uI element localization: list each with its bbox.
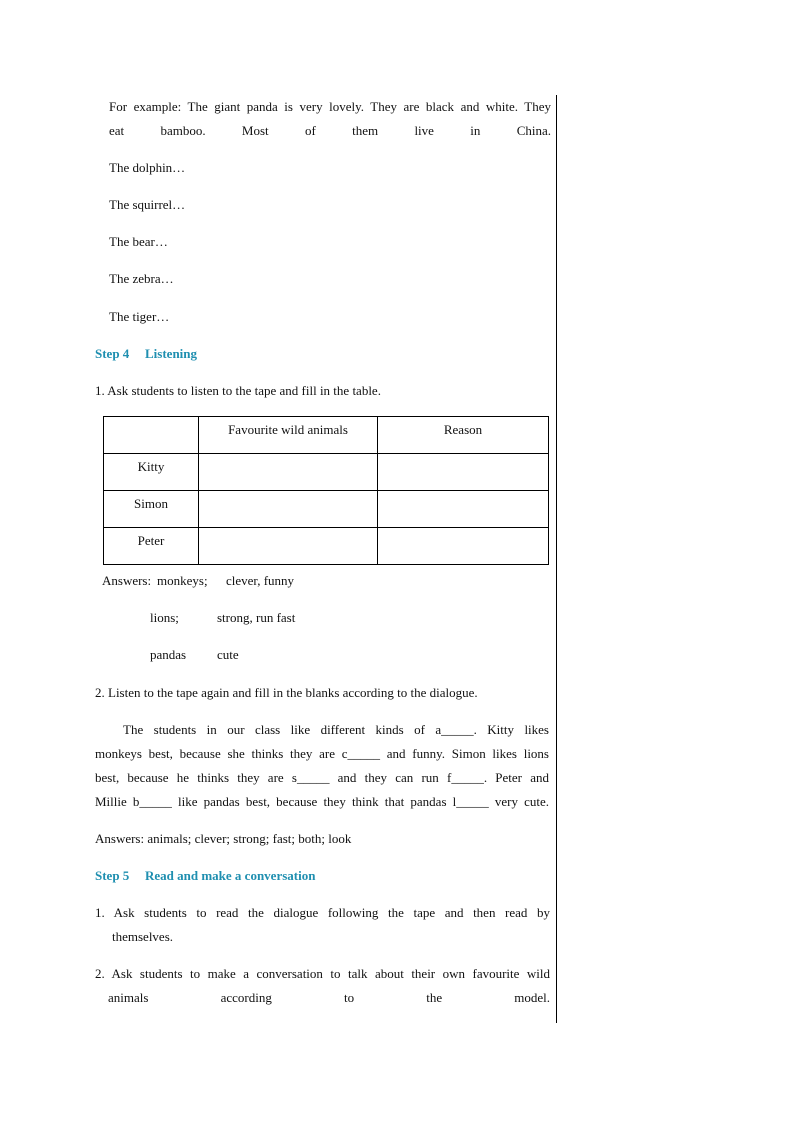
step5-heading [95,868,315,884]
table-cell-name: Peter [104,528,199,565]
animal-prompt-zebra: The zebra… [109,271,174,286]
favourite-animals-table [103,416,549,565]
table-cell-blank [378,528,549,565]
step5-item-2-line-2: animals according to the model. [108,990,550,1005]
step4-instruction-2: 2. Listen to the tape again and fill in the blanks according to the dialogue. [95,685,478,700]
passage-answers: Answers: animals; clever; strong; fast; both; look [95,831,352,846]
fill-in-passage [95,718,549,814]
table-header-cell: Reason [378,417,549,454]
table-cell-name: Simon [104,491,199,528]
example-line-1: For example: The giant panda is very lovely. They are black and white. They [109,99,551,114]
step5-title: Read and make a conversation [145,868,316,883]
margin-rule [556,95,557,1023]
animal-prompt-tiger: The tiger… [109,309,170,324]
table-header-row [104,417,549,454]
table-row [104,528,549,565]
passage-line: best, because he thinks they are s_____ and they can run f_____. Peter and [95,770,549,785]
table-cell-blank [199,491,378,528]
example-line-2: eat bamboo. Most of them live in China. [109,123,551,138]
step5-item-2-line-1: 2. Ask students to make a conversation to talk about their own favourite wild [95,966,550,981]
answer-animal: lions; [150,610,179,625]
answer-animal: pandas [150,647,187,662]
passage-line: monkeys best, because she thinks they are c_____ and funny. Simon likes lions [95,746,549,761]
step4-title: Listening [145,346,198,361]
passage-line: Millie b_____ like pandas best, because they think that pandas l_____ very cute. [95,794,549,809]
step5-item-1-line-2: themselves. [112,929,174,944]
step5-number: Step 5 [95,868,130,883]
table-cell-blank [199,454,378,491]
table-cell-blank [199,528,378,565]
step4-heading [95,346,197,362]
step4-instruction-1: 1. Ask students to listen to the tape and fill in the table. [95,383,381,398]
animal-prompt-bear: The bear… [109,234,168,249]
table-row [104,491,549,528]
animal-prompt-dolphin: The dolphin… [109,160,186,175]
step4-number: Step 4 [95,346,130,361]
answer-reason: clever, funny [226,573,295,588]
answer-animal: monkeys; [157,573,208,588]
answers-label: Answers: [102,573,152,588]
table-cell-blank [378,491,549,528]
step5-item-2 [95,962,550,1010]
table-cell-name: Kitty [104,454,199,491]
passage-line: The students in our class like different kinds of a_____. Kitty likes [123,722,549,737]
answer-reason: strong, run fast [217,610,296,625]
step5-item-1 [95,901,550,949]
table-cell-blank [378,454,549,491]
example-paragraph [109,95,551,143]
table-header-cell [104,417,199,454]
table-header-cell: Favourite wild animals [199,417,378,454]
answer-reason: cute [217,647,239,662]
animal-prompt-squirrel: The squirrel… [109,197,186,212]
step5-item-1-line-1: 1. Ask students to read the dialogue following the tape and then read by [95,905,550,920]
table-row [104,454,549,491]
